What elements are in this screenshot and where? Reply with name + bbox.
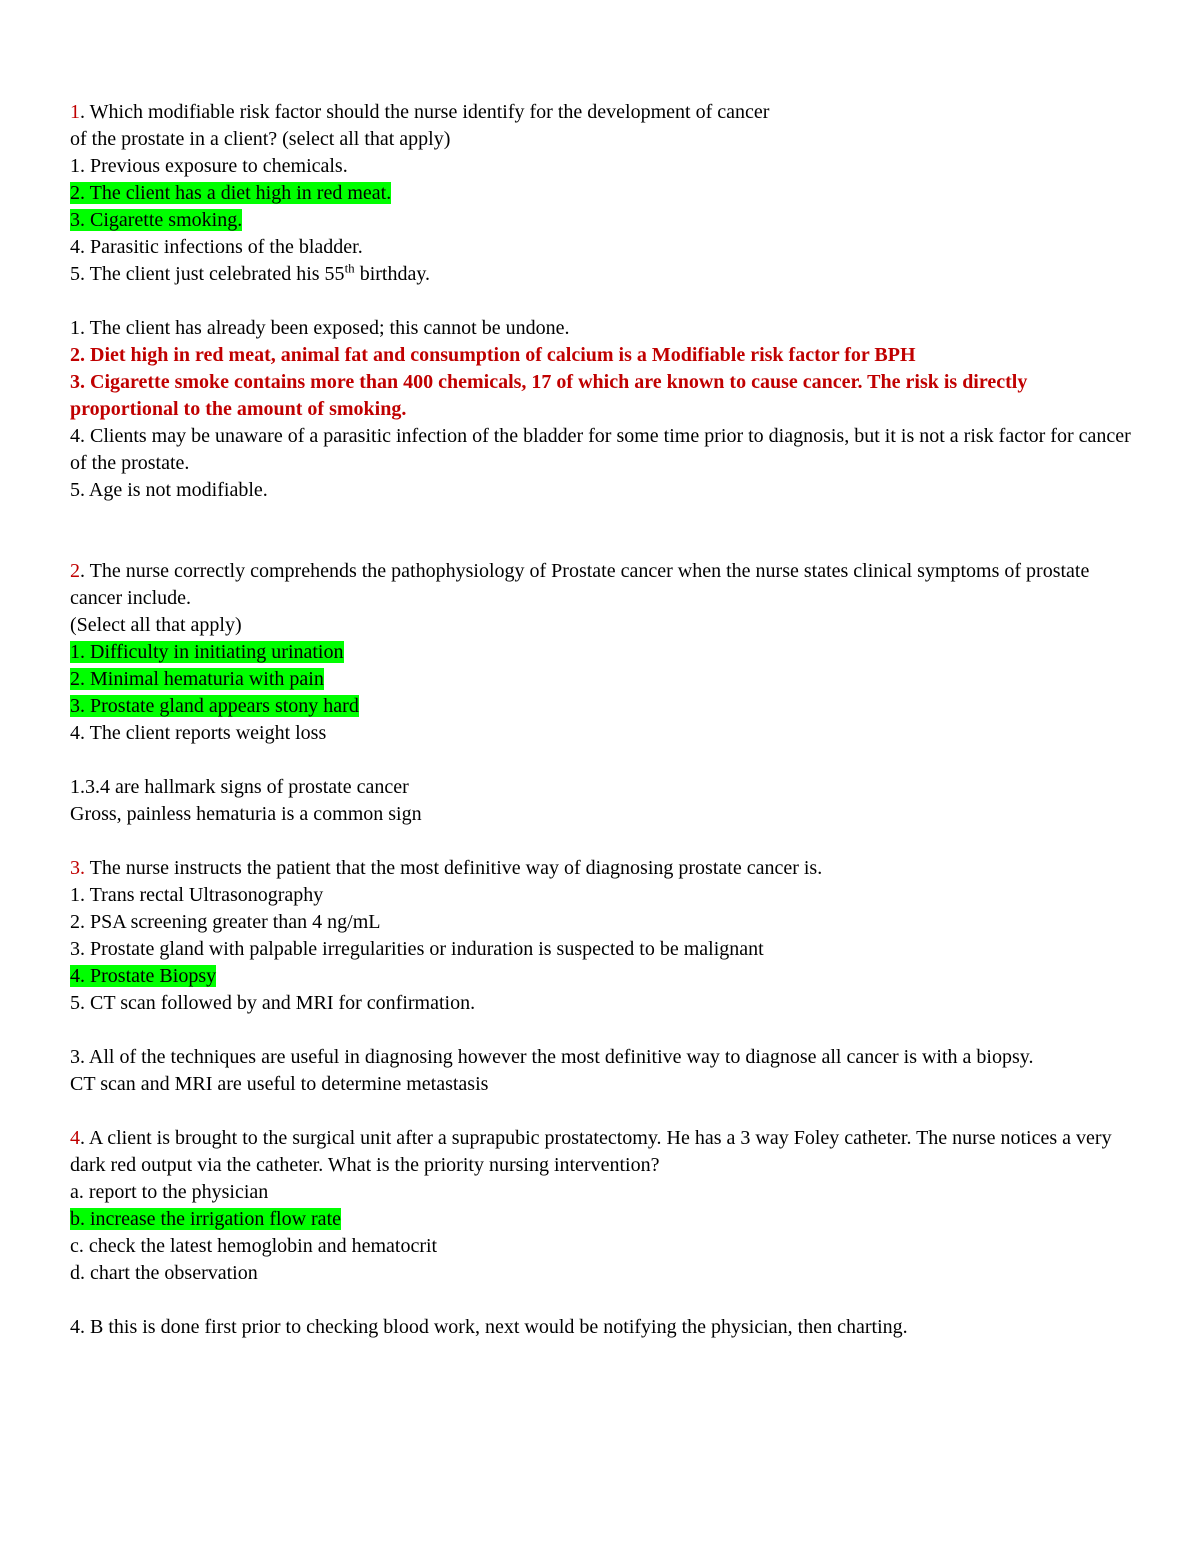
rationale: CT scan and MRI are useful to determine metastasis bbox=[70, 1073, 489, 1095]
option-correct: 2. Minimal hematuria with pain bbox=[70, 668, 324, 690]
option: 1. Previous exposure to chemicals. bbox=[70, 155, 348, 177]
question-stem: 1. Which modifiable risk factor should the nurse identify for the development of cancer bbox=[70, 101, 770, 123]
question-stem-continued: (Select all that apply) bbox=[70, 614, 242, 636]
question-number: 2 bbox=[70, 560, 80, 582]
option-correct: 1. Difficulty in initiating urination bbox=[70, 641, 344, 663]
option: 1. Trans rectal Ultrasonography bbox=[70, 884, 324, 906]
option-correct: 4. Prostate Biopsy bbox=[70, 965, 217, 987]
question-1 bbox=[70, 99, 1140, 558]
option-correct: 3. Cigarette smoking. bbox=[70, 209, 243, 231]
rationale: 1. The client has already been exposed; this cannot be undone. bbox=[70, 317, 570, 339]
question-number: 4 bbox=[70, 1127, 80, 1149]
rationale: 1.3.4 are hallmark signs of prostate cancer bbox=[70, 776, 409, 798]
rationale: Gross, painless hematuria is a common sign bbox=[70, 803, 422, 825]
option: 5. CT scan followed by and MRI for confirmation. bbox=[70, 992, 476, 1014]
rationale: 4. Clients may be unaware of a parasitic infection of the bladder for some time prior to diagnosis, but it is not a risk factor for cancer of the prostate. bbox=[70, 425, 1136, 474]
question-4 bbox=[70, 1125, 1140, 1341]
option-correct: 3. Prostate gland appears stony hard bbox=[70, 695, 359, 717]
option: 5. The client just celebrated his 55th birthday. bbox=[70, 260, 431, 285]
question-stem: 4. A client is brought to the surgical unit after a suprapubic prostatectomy. He has a 3 way Foley catheter. The nurse notices a very dark red output via the catheter. What is the priority nursing intervention? bbox=[70, 1127, 1117, 1176]
question-3 bbox=[70, 855, 1140, 1125]
option: 4. Parasitic infections of the bladder. bbox=[70, 236, 363, 258]
option: a. report to the physician bbox=[70, 1181, 269, 1203]
rationale: 3. All of the techniques are useful in diagnosing however the most definitive way to diagnose all cancer is with a biopsy. bbox=[70, 1046, 1034, 1068]
document-page bbox=[70, 99, 1140, 1341]
question-number: 3. bbox=[70, 857, 85, 879]
rationale: 4. B this is done first prior to checking blood work, next would be notifying the physician, then charting. bbox=[70, 1316, 908, 1338]
option: 4. The client reports weight loss bbox=[70, 722, 327, 744]
question-stem-continued: of the prostate in a client? (select all that apply) bbox=[70, 128, 451, 150]
rationale-correct: 2. Diet high in red meat, animal fat and consumption of calcium is a Modifiable risk factor for BPH bbox=[70, 344, 916, 366]
question-2 bbox=[70, 558, 1140, 855]
option-correct: b. increase the irrigation flow rate bbox=[70, 1208, 341, 1230]
option-correct: 2. The client has a diet high in red meat. bbox=[70, 182, 392, 204]
option: 2. PSA screening greater than 4 ng/mL bbox=[70, 911, 381, 933]
option: 3. Prostate gland with palpable irregularities or induration is suspected to be malignant bbox=[70, 938, 764, 960]
rationale: 5. Age is not modifiable. bbox=[70, 479, 268, 501]
rationale-correct: 3. Cigarette smoke contains more than 400 chemicals, 17 of which are known to cause cancer. The risk is directly proportional to the amount of smoking. bbox=[70, 371, 1028, 420]
question-stem: 3. The nurse instructs the patient that the most definitive way of diagnosing prostate cancer is. bbox=[70, 857, 823, 879]
question-number: 1 bbox=[70, 101, 80, 123]
option: c. check the latest hemoglobin and hematocrit bbox=[70, 1235, 438, 1257]
question-stem: 2. The nurse correctly comprehends the pathophysiology of Prostate cancer when the nurse states clinical symptoms of prostate cancer include. bbox=[70, 560, 1095, 609]
option: d. chart the observation bbox=[70, 1262, 258, 1284]
